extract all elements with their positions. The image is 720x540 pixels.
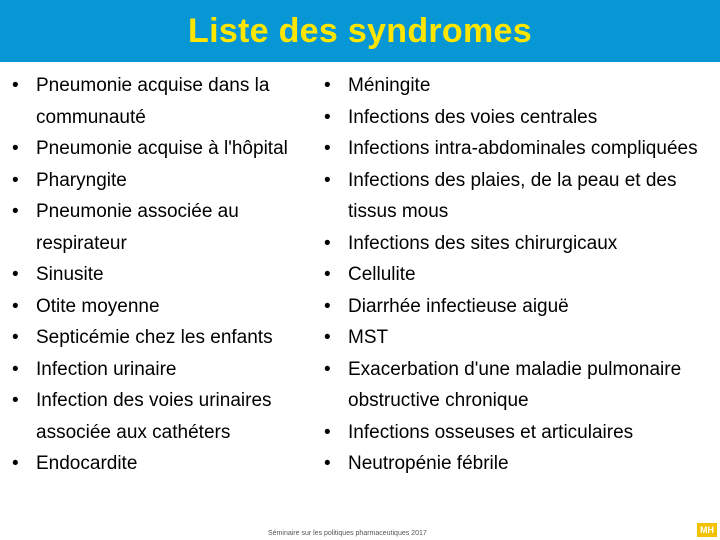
slide-footer: Séminaire sur les politiques pharmaceutiques 2017 [268,530,427,537]
list-item: • MST [320,322,712,354]
list-item: • Sinusite [8,259,318,291]
syndrome-list-right [320,70,712,480]
list-item: • Infection des voies urinaires associée aux cathéters [8,385,318,448]
list-item: • Pneumonie acquise à l'hôpital [8,133,318,165]
list-item: • Diarrhée infectieuse aiguë [320,291,712,323]
syndrome-list-left [8,70,318,480]
slide-title: Liste des syndromes [188,11,532,50]
list-item: • Infections des plaies, de la peau et des tissus mous [320,165,712,228]
list-item: • Neutropénie fébrile [320,448,712,480]
list-item: • Pneumonie acquise dans la communauté [8,70,318,133]
logo: MH [697,523,717,537]
list-item: • Infections des voies centrales [320,102,712,134]
list-item: • Méningite [320,70,712,102]
list-item: • Infections osseuses et articulaires [320,417,712,449]
list-item: • Endocardite [8,448,318,480]
list-item: • Infections des sites chirurgicaux [320,228,712,260]
list-item: • Infections intra-abdominales compliquées [320,133,712,165]
list-item: • Infection urinaire [8,354,318,386]
list-item: • Otite moyenne [8,291,318,323]
list-item: • Exacerbation d'une maladie pulmonaire obstructive chronique [320,354,712,417]
list-item: • Pharyngite [8,165,318,197]
list-item: • Septicémie chez les enfants [8,322,318,354]
list-item: • Pneumonie associée au respirateur [8,196,318,259]
title-bar [0,0,720,62]
list-item: • Cellulite [320,259,712,291]
